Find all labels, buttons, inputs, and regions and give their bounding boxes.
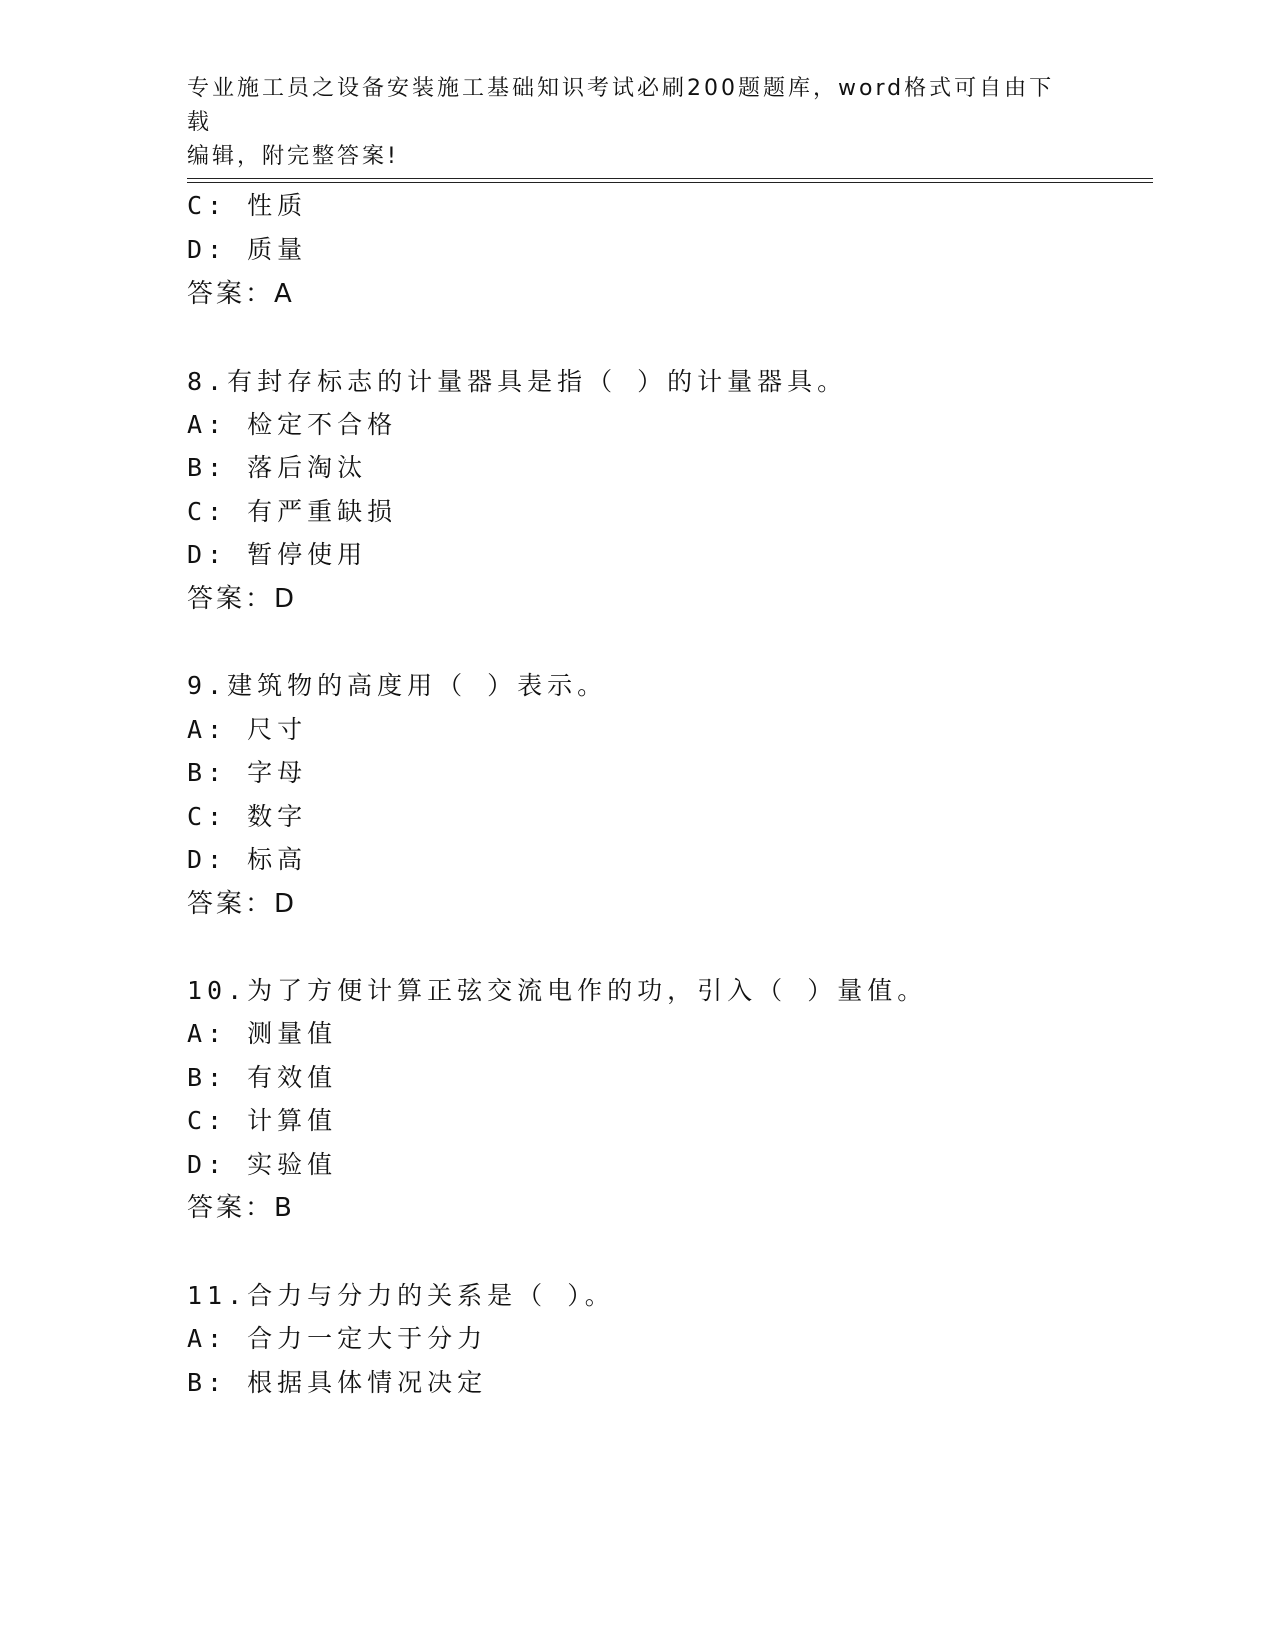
q10-option-c: C: 计算值 [187, 1106, 338, 1135]
q9-question: 9.建筑物的高度用（ ）表示。 [187, 671, 608, 700]
q11-question: 11.合力与分力的关系是（ ）。 [187, 1281, 615, 1310]
q8-option-d: D: 暂停使用 [187, 540, 368, 569]
q7-option-d: D: 质量 [187, 235, 308, 264]
q8-option-b: B: 落后淘汰 [187, 453, 368, 482]
q9-option-a: A: 尺寸 [187, 715, 308, 744]
document-header [187, 72, 1067, 174]
q8-option-a: A: 检定不合格 [187, 410, 398, 439]
q7-option-c: C: 性质 [187, 191, 308, 220]
q9-option-d: D: 标高 [187, 845, 308, 874]
q9-answer: 答案：D [187, 889, 298, 919]
q10-option-d: D: 实验值 [187, 1150, 338, 1179]
q11-option-a: A: 合力一定大于分力 [187, 1324, 488, 1353]
q10-option-a: A: 测量值 [187, 1019, 338, 1048]
q8-option-c: C: 有严重缺损 [187, 497, 398, 526]
q10-option-b: B: 有效值 [187, 1063, 338, 1092]
q10-question: 10.为了方便计算正弦交流电作的功，引入（ ）量值。 [187, 976, 928, 1005]
q8-question: 8.有封存标志的计量器具是指（ ）的计量器具。 [187, 367, 848, 396]
q9-option-b: B: 字母 [187, 758, 308, 787]
header-divider [187, 178, 1153, 183]
q10-answer: 答案：B [187, 1193, 295, 1223]
header-title-line-1: 专业施工员之设备安装施工基础知识考试必刷200题题库，word格式可自由下载 [187, 76, 1055, 135]
q11-option-b: B: 根据具体情况决定 [187, 1368, 488, 1397]
q7-answer: 答案：A [187, 279, 295, 309]
header-title-line-2: 编辑，附完整答案! [187, 144, 399, 169]
q9-option-c: C: 数字 [187, 802, 308, 831]
q8-answer: 答案：D [187, 584, 298, 614]
